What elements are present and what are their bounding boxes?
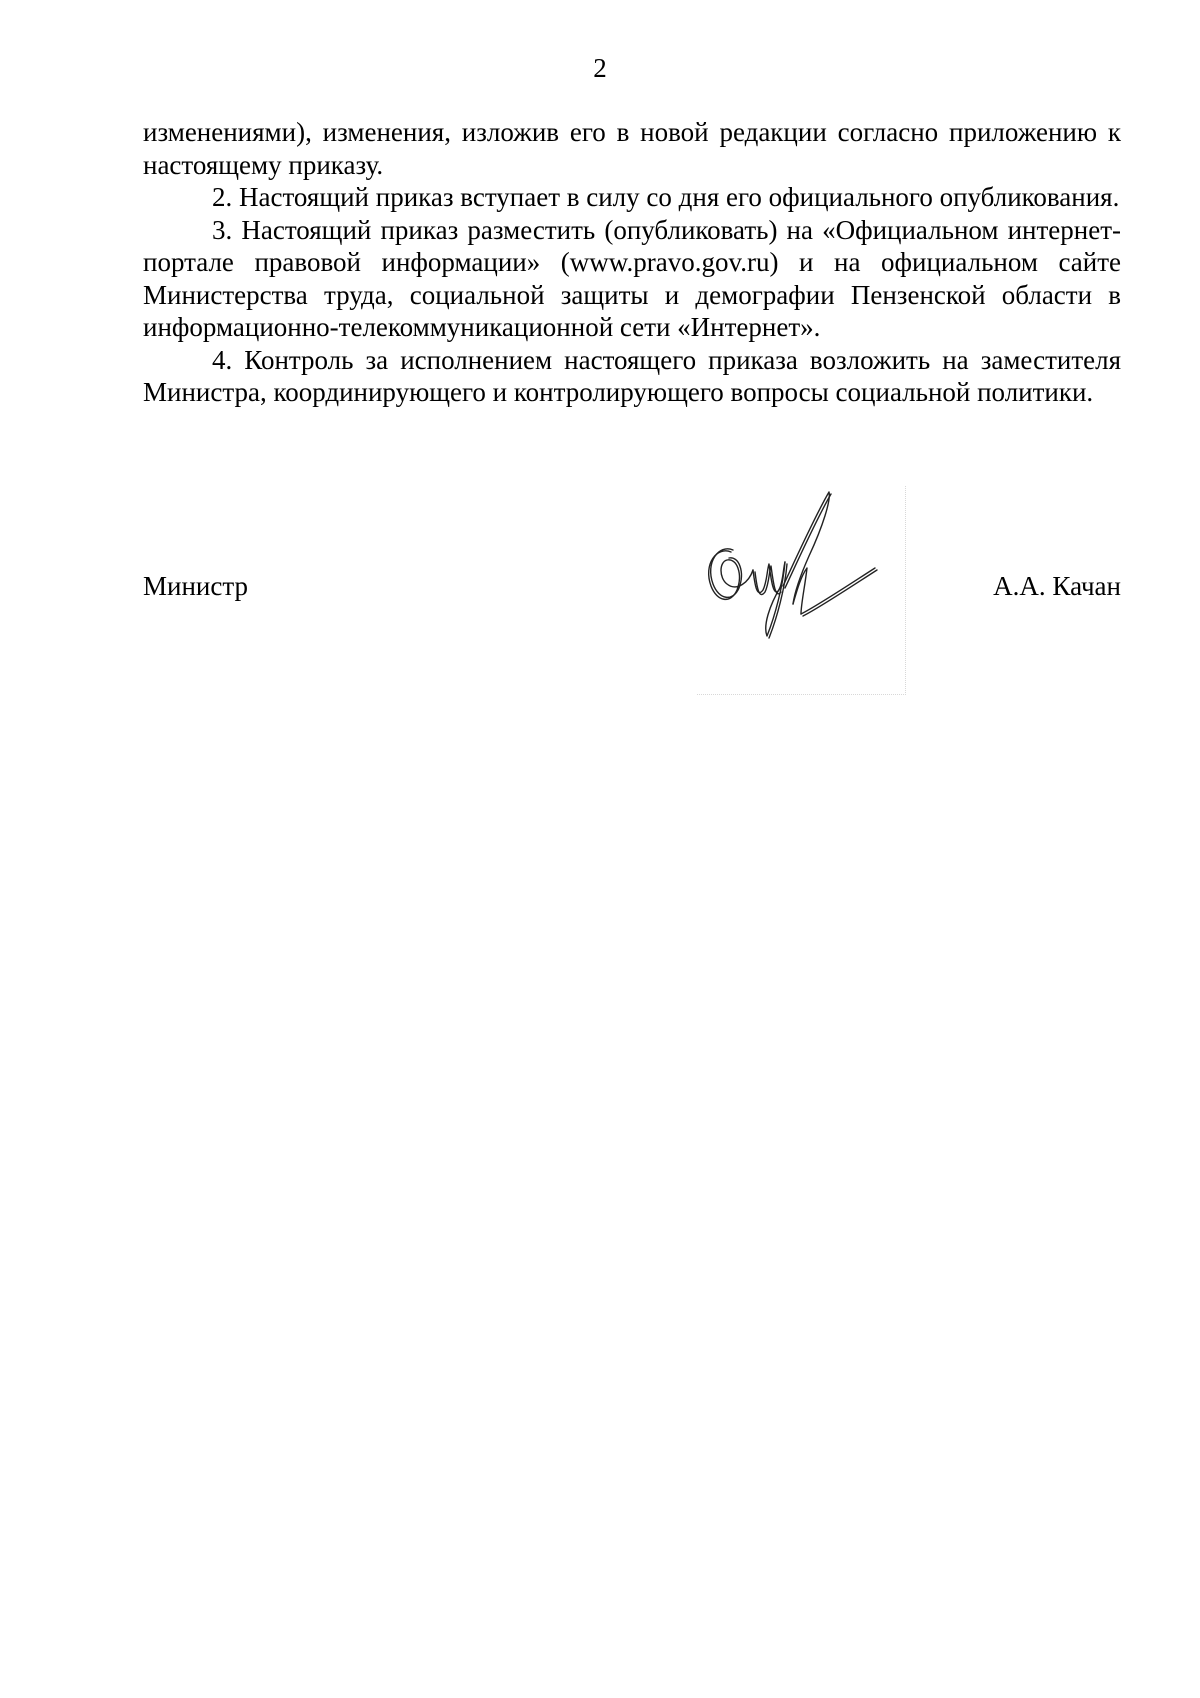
paragraph-2: 2. Настоящий приказ вступает в силу со дня его официального опубликования. <box>212 182 1120 212</box>
signature-block <box>143 570 1121 610</box>
paragraph-1-continuation: изменениями), изменения, изложив его в новой редакции согласно приложению к настоящему приказу. <box>143 117 1121 180</box>
page-number: 2 <box>593 53 607 83</box>
signer-name: А.А. Качан <box>993 571 1121 601</box>
signer-title: Министр <box>143 571 248 601</box>
paragraph-3: 3. Настоящий приказ разместить (опубликовать) на «Официальном интернет-портале правовой информации» (www.pravo.gov.ru) и на официальном сайте Министерства труда, социальной защиты и демографии Пензенской области в информационно-телекоммуникационной сети «Интернет». <box>143 214 1121 342</box>
paragraph-4: 4. Контроль за исполнением настоящего приказа возложить на заместителя Министра, координирующего и контролирующего вопросы социальной политики. <box>143 344 1121 407</box>
document-body <box>143 116 1121 409</box>
